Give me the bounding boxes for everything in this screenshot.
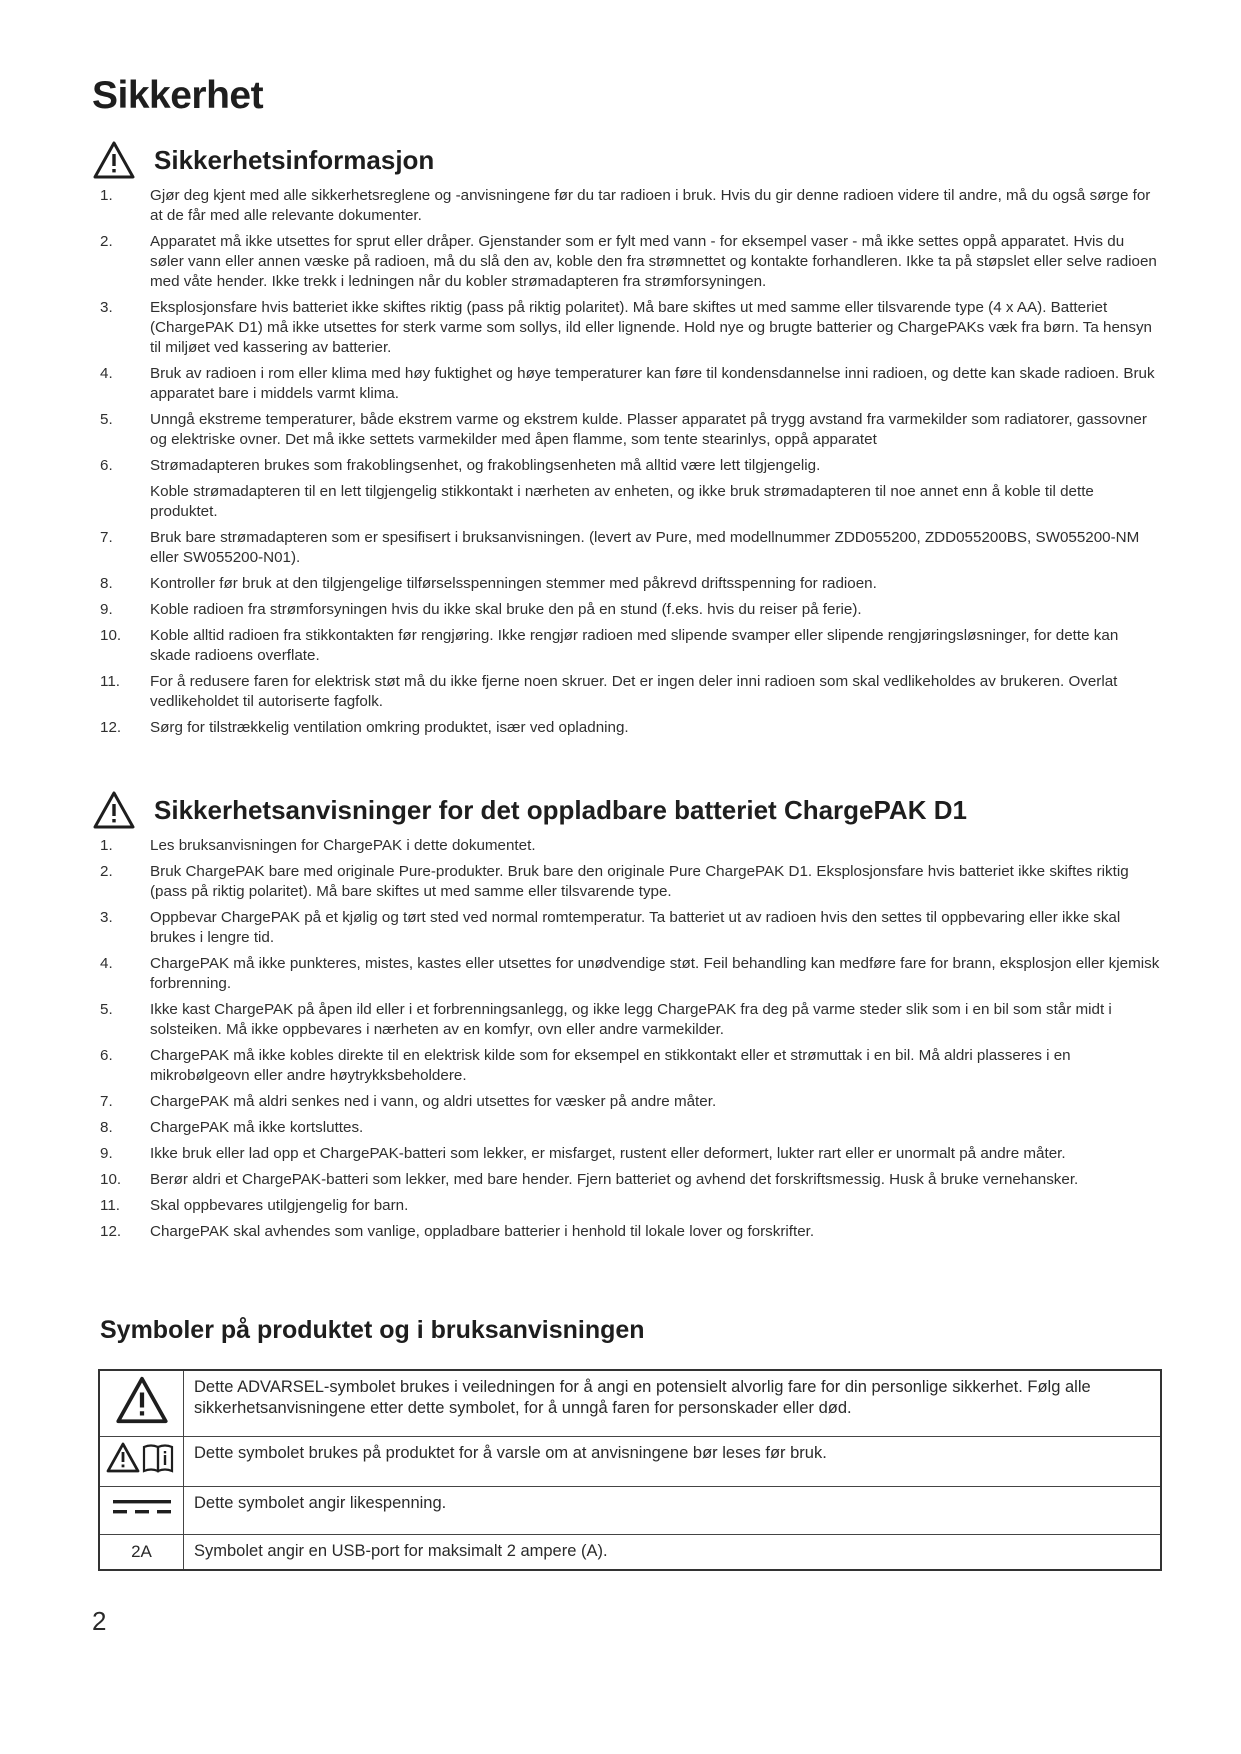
table-row bbox=[99, 1436, 1161, 1486]
symbol-cell bbox=[99, 1370, 184, 1436]
list-item bbox=[100, 574, 1160, 594]
item-number: 12. bbox=[100, 1223, 122, 1240]
list-item bbox=[100, 1222, 1160, 1242]
list-item bbox=[100, 456, 1160, 522]
item-number: 2. bbox=[100, 233, 113, 250]
item-text: Bruk bare strømadapteren som er spesifisert i bruksanvisningen. (levert av Pure, med modellnummer ZDD055200, ZDD055200BS, SW055200-NM eller SW055200-N01). bbox=[150, 529, 1140, 566]
list-item bbox=[100, 298, 1160, 358]
symbols-heading: Symboler på produktet og i bruksanvisningen bbox=[100, 1316, 645, 1344]
item-text: ChargePAK må ikke kortsluttes. bbox=[150, 1119, 364, 1136]
item-text: Koble alltid radioen fra stikkontakten før rengjøring. Ikke rengjør radioen med slipende svamper eller slipende rengjøringsløsninger, for dette kan skade radioens overflate. bbox=[150, 627, 1119, 664]
list-item bbox=[100, 718, 1160, 738]
item-number: 3. bbox=[100, 909, 113, 926]
item-number: 9. bbox=[100, 601, 113, 618]
list-item bbox=[100, 1046, 1160, 1086]
list-item bbox=[100, 364, 1160, 404]
page-title: Sikkerhet bbox=[92, 74, 264, 117]
item-text: Eksplosjonsfare hvis batteriet ikke skiftes riktig (pass på riktig polaritet). Må bare skiftes ut med samme eller tilsvarende type (4 x AA). Batteriet (ChargePAK D1) må ikke utsettes for sterk varme som sollys, ild eller lignende. Hold nye og brugte batterier og ChargePAKs væk fra børn. Ta hensyn til miljøet ved kassering av batterier. bbox=[150, 299, 1152, 356]
item-number: 10. bbox=[100, 1171, 122, 1188]
list-item bbox=[100, 954, 1160, 994]
list-item bbox=[100, 672, 1160, 712]
symbol-cell bbox=[99, 1436, 184, 1486]
safety-info-list bbox=[100, 186, 1160, 744]
item-text: For å redusere faren for elektrisk støt må du ikke fjerne noen skruer. Det er ingen deler inni radioen som skal vedlikeholdes av brukeren. Overlat vedlikeholdet til autoriserte fagfolk. bbox=[150, 673, 1118, 710]
item-number: 4. bbox=[100, 365, 113, 382]
list-item bbox=[100, 1144, 1160, 1164]
item-text: Berør aldri et ChargePAK-batteri som lekker, med bare hender. Fjern batteriet og avhend det forskriftsmessig. Husk å bruke vernehansker. bbox=[150, 1171, 1079, 1188]
warning-triangle-icon bbox=[114, 1375, 170, 1425]
item-number: 8. bbox=[100, 1119, 113, 1136]
item-number: 10. bbox=[100, 627, 122, 644]
item-number: 8. bbox=[100, 575, 113, 592]
usb-2a-label: 2A bbox=[99, 1534, 184, 1570]
item-text: Skal oppbevares utilgjengelig for barn. bbox=[150, 1197, 409, 1214]
item-text: Les bruksanvisningen for ChargePAK i dette dokumentet. bbox=[150, 837, 536, 854]
item-text: Sørg for tilstrækkelig ventilation omkring produktet, især ved opladning. bbox=[150, 719, 629, 736]
warning-triangle-icon bbox=[92, 140, 136, 180]
item-number: 6. bbox=[100, 1047, 113, 1064]
item-number: 6. bbox=[100, 457, 113, 474]
item-number: 3. bbox=[100, 299, 113, 316]
symbol-description: Dette ADVARSEL-symbolet brukes i veiledningen for å angi en potensielt alvorlig fare for din personlige sikkerhet. Følg alle sikkerhetsanvisningene etter dette symbolet, for å unngå faren for personskader eller død. bbox=[184, 1370, 1162, 1436]
warning-triangle-icon bbox=[92, 790, 136, 830]
item-number: 5. bbox=[100, 411, 113, 428]
symbol-description: Dette symbolet brukes på produktet for å varsle om at anvisningene bør leses før bruk. bbox=[184, 1436, 1162, 1486]
item-number: 4. bbox=[100, 955, 113, 972]
item-text: Koble radioen fra strømforsyningen hvis du ikke skal bruke den på en stund (f.eks. hvis du reiser på ferie). bbox=[150, 601, 862, 618]
list-item bbox=[100, 862, 1160, 902]
symbol-description: Dette symbolet angir likespenning. bbox=[184, 1486, 1162, 1534]
list-item bbox=[100, 1000, 1160, 1040]
symbols-table bbox=[98, 1369, 1162, 1571]
item-number: 7. bbox=[100, 529, 113, 546]
item-text: Ikke kast ChargePAK på åpen ild eller i et forbrenningsanlegg, og ikke legg ChargePAK fra deg på varme steder slik som i en bil som står midt i solsteiken. Må ikke oppbevares i nærheten av en komfyr, ovn eller andre varmekilder. bbox=[150, 1001, 1112, 1038]
section-heading: Sikkerhetsanvisninger for det oppladbare batteriet ChargePAK D1 bbox=[154, 794, 967, 825]
item-text: Strømadapteren brukes som frakoblingsenhet, og frakoblingsenheten må alltid være lett tilgjengelig. bbox=[150, 457, 821, 474]
item-number: 1. bbox=[100, 187, 113, 204]
item-text: Oppbevar ChargePAK på et kjølig og tørt sted ved normal romtemperatur. Ta batteriet ut av radioen hvis den settes til oppbevaring eller ikke skal brukes i lengre tid. bbox=[150, 909, 1121, 946]
table-row bbox=[99, 1486, 1161, 1534]
item-text: Bruk ChargePAK bare med originale Pure-produkter. Bruk bare den originale Pure ChargePAK D1. Eksplosjonsfare hvis batteriet ikke skiftes riktig (pass på riktig polaritet). Må bare skiftes ut med samme eller tilsvarende type. bbox=[150, 863, 1129, 900]
list-item bbox=[100, 1118, 1160, 1138]
table-row bbox=[99, 1534, 1161, 1570]
list-item bbox=[100, 908, 1160, 948]
item-text: ChargePAK må ikke punkteres, mistes, kastes eller utsettes for unødvendige støt. Feil behandling kan medføre fare for brann, eksplosjon eller kjemisk forbrenning. bbox=[150, 955, 1160, 992]
item-number: 9. bbox=[100, 1145, 113, 1162]
item-text: ChargePAK må aldri senkes ned i vann, og aldri utsettes for væsker på andre måter. bbox=[150, 1093, 717, 1110]
item-number: 7. bbox=[100, 1093, 113, 1110]
list-item bbox=[100, 232, 1160, 292]
item-text: Apparatet må ikke utsettes for sprut eller dråper. Gjenstander som er fylt med vann - for eksempel vaser - må ikke settes oppå apparatet. Hvis du søler vann eller annen væske på radioen, må du slå den av, koble den fra strømnettet og kontakte forhandleren. Ikke ta på støpslet eller selve radioen med våte hender. Ikke trekk i ledningen når du kobler strømadapteren fra strømforsyningen. bbox=[150, 233, 1157, 290]
item-text: Bruk av radioen i rom eller klima med høy fuktighet og høye temperaturer kan føre til kondensdannelse inni radioen, og dette kan skade radioen. Bruk apparatet bare i middels varmt klima. bbox=[150, 365, 1155, 402]
item-subtext: Koble strømadapteren til en lett tilgjengelig stikkontakt i nærheten av enheten, og ikke bruk strømadapteren til noe annet enn å koble til dette produktet. bbox=[150, 483, 1094, 520]
dc-voltage-icon bbox=[111, 1494, 173, 1520]
item-text: Unngå ekstreme temperaturer, både ekstrem varme og ekstrem kulde. Plasser apparatet på trygg avstand fra varmekilder som radiatorer, gassovner og elektriske ovner. Det må ikke settets varmekilder med åpen flamme, som tente stearinlys, oppå apparatet bbox=[150, 411, 1147, 448]
item-number: 11. bbox=[100, 1197, 120, 1214]
list-item bbox=[100, 1092, 1160, 1112]
list-item bbox=[100, 528, 1160, 568]
item-text: ChargePAK må ikke kobles direkte til en elektrisk kilde som for eksempel en stikkontakt eller et strømuttak i en bil. Må aldri plasseres i en mikrobølgeovn eller andre høytrykksbeholdere. bbox=[150, 1047, 1071, 1084]
item-text: Ikke bruk eller lad opp et ChargePAK-batteri som lekker, er misfarget, rustent eller deformert, lukter rart eller er unormalt på andre måter. bbox=[150, 1145, 1066, 1162]
list-item bbox=[100, 1170, 1160, 1190]
item-number: 11. bbox=[100, 673, 120, 690]
list-item bbox=[100, 600, 1160, 620]
symbol-description: Symbolet angir en USB-port for maksimalt 2 ampere (A). bbox=[184, 1534, 1162, 1570]
item-number: 2. bbox=[100, 863, 113, 880]
warning-manual-icon bbox=[106, 1441, 178, 1475]
list-item bbox=[100, 1196, 1160, 1216]
list-item bbox=[100, 410, 1160, 450]
item-text: Gjør deg kjent med alle sikkerhetsreglene og -anvisningene før du tar radioen i bruk. Hvis du gir denne radioen videre til andre, må du også sørge for at de får med alle relevante dokumenter. bbox=[150, 187, 1151, 224]
item-number: 1. bbox=[100, 837, 113, 854]
item-number: 12. bbox=[100, 719, 122, 736]
item-text: ChargePAK skal avhendes som vanlige, oppladbare batterier i henhold til lokale lover og forskrifter. bbox=[150, 1223, 815, 1240]
section-heading: Sikkerhetsinformasjon bbox=[154, 144, 435, 175]
section-battery-header bbox=[92, 790, 967, 830]
page-number: 2 bbox=[92, 1606, 107, 1636]
item-text: Kontroller før bruk at den tilgjengelige tilførselsspenningen stemmer med påkrevd driftsspenning for radioen. bbox=[150, 575, 877, 592]
section-safety-info-header bbox=[92, 140, 434, 180]
symbol-cell bbox=[99, 1486, 184, 1534]
list-item bbox=[100, 626, 1160, 666]
list-item bbox=[100, 836, 1160, 856]
item-number: 5. bbox=[100, 1001, 113, 1018]
list-item bbox=[100, 186, 1160, 226]
battery-safety-list bbox=[100, 836, 1160, 1248]
table-row bbox=[99, 1370, 1161, 1436]
